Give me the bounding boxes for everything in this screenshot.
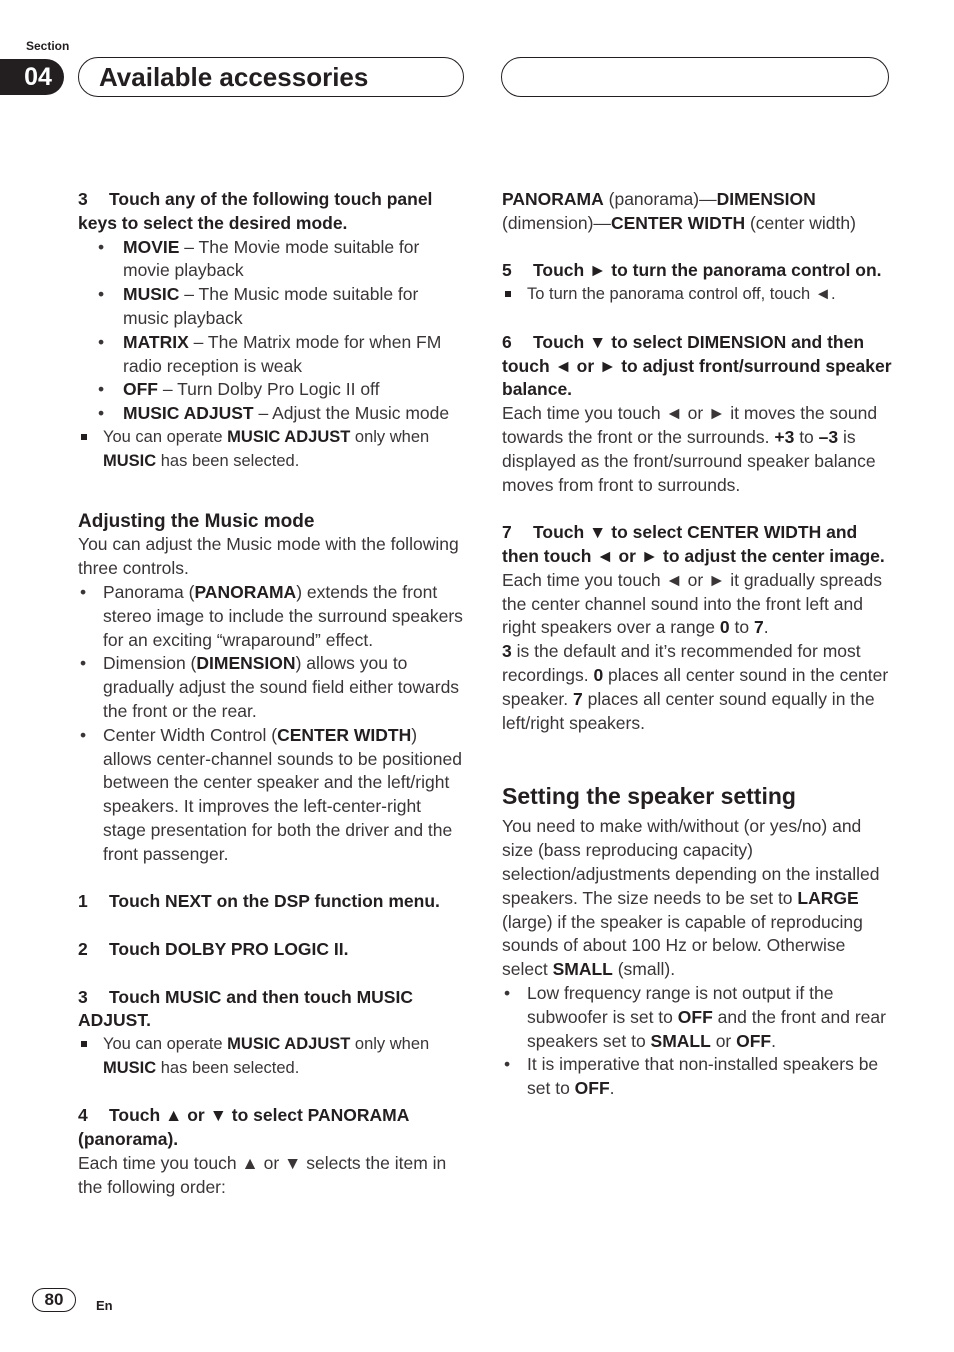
intro-paragraph: You can adjust the Music mode with the following three controls. xyxy=(78,534,459,579)
section-number-badge: 04 xyxy=(0,59,64,95)
control-item-center-width: • Center Width Control (CENTER WIDTH) allows center-channel sounds to be positioned between the center speaker and the left/right speakers. It improves the left-center-right stage presentation for both the driver and the front passenger. xyxy=(78,724,464,867)
step-3-music-adjust: 3 Touch MUSIC and then touch MUSIC ADJUST. xyxy=(78,986,413,1031)
page-number: 80 xyxy=(32,1288,76,1312)
note-square-icon xyxy=(81,1041,87,1047)
note-square-icon xyxy=(505,291,511,297)
page-title: Available accessories xyxy=(78,57,464,97)
step-1: 1 Touch NEXT on the DSP function menu. xyxy=(78,891,440,912)
mode-item-music-adjust: • MUSIC ADJUST – Adjust the Music mode xyxy=(78,402,464,426)
note-panorama-off: To turn the panorama control off, touch ◄. xyxy=(502,283,894,307)
header-empty-box xyxy=(501,57,889,97)
control-item-panorama: • Panorama (PANORAMA) extends the front stereo image to include the surround speakers for an exciting “wraparound” effect. xyxy=(78,581,464,652)
step-6: 6 Touch ▼ to select DIMENSION and then touch ◄ or ► to adjust front/surround speaker balance. xyxy=(502,331,892,400)
control-item-dimension: • Dimension (DIMENSION) allows you to gradually adjust the sound field either towards the front or the rear. xyxy=(78,652,464,723)
mode-item-matrix: • MATRIX – The Matrix mode for when FM radio reception is weak xyxy=(78,331,464,379)
section-heading-speaker-setting: Setting the speaker setting xyxy=(502,783,796,810)
right-column xyxy=(502,188,894,1101)
mode-item-movie: • MOVIE – The Movie mode suitable for movie playback xyxy=(78,236,464,284)
left-column xyxy=(78,188,464,1200)
step-7: 7 Touch ▼ to select CENTER WIDTH and then touch ◄ or ► to adjust the center image. xyxy=(502,522,885,566)
note-music-adjust: You can operate MUSIC ADJUST only when MUSIC has been selected. xyxy=(78,426,464,474)
step-2: 2 Touch DOLBY PRO LOGIC II. xyxy=(78,938,349,959)
step-7-body-2: 3 is the default and it’s recommended for most recordings. 0 places all center sound in the center speaker. 7 places all center sound equally in the left/right speakers. xyxy=(502,641,889,733)
speaker-setting-body: You need to make with/without (or yes/no) and size (bass reproducing capacity) selection/adjustments depending on the installed speakers. The size needs to be set to LARGE (large) if the speaker is capable of reproducing sounds of about 100 Hz or below. Otherwise select SMALL (small). xyxy=(502,816,880,980)
speaker-bullet-low-frequency: • Low frequency range is not output if the subwoofer is set to OFF and the front and rear speakers set to SMALL or OFF. xyxy=(502,982,894,1053)
mode-item-music: • MUSIC – The Music mode suitable for music playback xyxy=(78,283,464,331)
section-label: Section xyxy=(26,39,70,53)
mode-item-off: • OFF – Turn Dolby Pro Logic II off xyxy=(78,378,464,402)
note-music-adjust-2: You can operate MUSIC ADJUST only when MUSIC has been selected. xyxy=(78,1033,464,1081)
step-3-select-mode: 3 Touch any of the following touch panel keys to select the desired mode. xyxy=(78,189,433,233)
step-5: 5 Touch ► to turn the panorama control on. xyxy=(502,260,882,281)
step-6-body: Each time you touch ◄ or ► it moves the sound towards the front or the surrounds. +3 to –3 is displayed as the front/surround speaker balance moves from front to surrounds. xyxy=(502,403,878,495)
step-4-body: Each time you touch ▲ or ▼ selects the item in the following order: xyxy=(78,1153,447,1197)
speaker-bullet-non-installed: • It is imperative that non-installed speakers be set to OFF. xyxy=(502,1053,894,1101)
step-4: 4 Touch ▲ or ▼ to select PANORAMA (panorama). xyxy=(78,1105,409,1150)
subheading-adjusting-music-mode: Adjusting the Music mode xyxy=(78,510,315,532)
note-square-icon xyxy=(81,434,87,440)
language-label: En xyxy=(96,1298,113,1313)
step-7-body-1: Each time you touch ◄ or ► it gradually spreads the center channel sound into the front left and right speakers over a range 0 to 7. xyxy=(502,569,882,638)
selection-order: PANORAMA (panorama)—DIMENSION (dimension)—CENTER WIDTH (center width) xyxy=(502,189,856,233)
